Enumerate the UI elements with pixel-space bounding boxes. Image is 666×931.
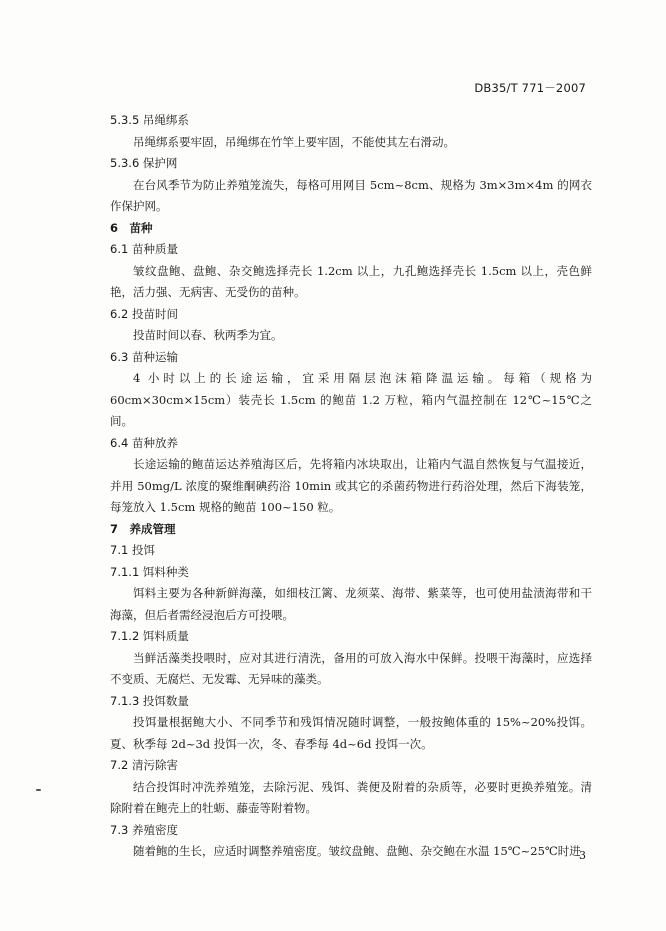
scan-speck bbox=[36, 789, 41, 791]
document-body bbox=[110, 110, 592, 863]
section-heading: 6.1 苗种质量 bbox=[110, 242, 178, 256]
body-paragraph: 投苗时间以春、秋两季为宜。 bbox=[133, 328, 283, 342]
section-heading: 5.3.5 吊绳绑系 bbox=[110, 113, 189, 127]
section-heading: 7 养成管理 bbox=[110, 521, 176, 536]
section-heading: 6.2 投苗时间 bbox=[110, 306, 178, 321]
standard-code: DB35/T 771－2007 bbox=[474, 81, 586, 95]
body-paragraph: 当鲜活藻类投喂时，应对其进行清洗，备用的可放入海水中保鲜。投喂干海藻时，应选择不变质、无腐烂、无发霉、无异味的藻类。 bbox=[110, 650, 592, 686]
body-paragraph: 吊绳绑系要牢固，吊绳绑在竹竿上要牢固，不能使其左右滑动。 bbox=[133, 134, 455, 149]
section-heading: 7.2 清污除害 bbox=[110, 758, 178, 772]
body-paragraph: 投饵量根据鲍大小、不同季节和残饵情况随时调整，一般按鲍体重的 15%~20%投饵。夏、秋季每 2d~3d 投饵一次，冬、春季每 4d~6d 投饵一次。 bbox=[110, 715, 592, 751]
section-heading: 6.4 苗种放养 bbox=[110, 435, 178, 450]
body-paragraph: 饵料主要为各种新鲜海藻，如细枝江篱、龙须菜、海带、紫菜等，也可使用盐渍海带和干海藻，但后者需经浸泡后方可投喂。 bbox=[110, 586, 592, 622]
body-paragraph: 随着鲍的生长，应适时调整养殖密度。皱纹盘鲍、盘鲍、杂交鲍在水温 15℃~25℃时进 bbox=[133, 844, 581, 858]
page-number: 3 bbox=[579, 849, 586, 862]
body-paragraph: 皱纹盘鲍、盘鲍、杂交鲍选择壳长 1.2cm 以上，九孔鲍选择壳长 1.5cm 以上，壳色鲜艳，活力强、无病害、无受伤的苗种。 bbox=[110, 263, 592, 299]
body-paragraph: 长途运输的鲍苗运达养殖海区后，先将箱内冰块取出，让箱内气温自然恢复与气温接近，并用 50mg/L 浓度的聚维酮碘药浴 10min 或其它的杀菌药物进行药浴处理，然后下海装笼，每笼放入 1.5cm 规格的鲍苗 100~150 粒。 bbox=[110, 457, 592, 514]
section-heading: 7.1 投饵 bbox=[110, 543, 155, 557]
section-heading: 5.3.6 保护网 bbox=[110, 156, 178, 170]
section-heading: 7.1.3 投饵数量 bbox=[110, 693, 189, 708]
section-heading: 7.1.2 饵料质量 bbox=[110, 629, 189, 643]
section-heading: 7.3 养殖密度 bbox=[110, 822, 178, 837]
section-heading: 6 苗种 bbox=[110, 220, 153, 235]
section-heading: 7.1.1 饵料种类 bbox=[110, 564, 189, 579]
body-paragraph: 结合投饵时冲洗养殖笼，去除污泥、残饵、粪便及附着的杂质等，必要时更换养殖笼。清除附着在鲍壳上的牡蛎、藤壶等附着物。 bbox=[110, 779, 592, 815]
body-paragraph: 在台风季节为防止养殖笼流失，每格可用网目 5cm~8cm、规格为 3m×3m×4m 的网衣作保护网。 bbox=[110, 177, 592, 213]
section-heading: 6.3 苗种运输 bbox=[110, 349, 178, 364]
body-paragraph: 4 小时以上的长途运输，宜采用隔层泡沫箱降温运输。每箱（规格为 60cm×30cm×15cm）装壳长 1.5cm 的鲍苗 1.2 万粒，箱内气温控制在 12℃~15℃之间。 bbox=[110, 371, 592, 428]
